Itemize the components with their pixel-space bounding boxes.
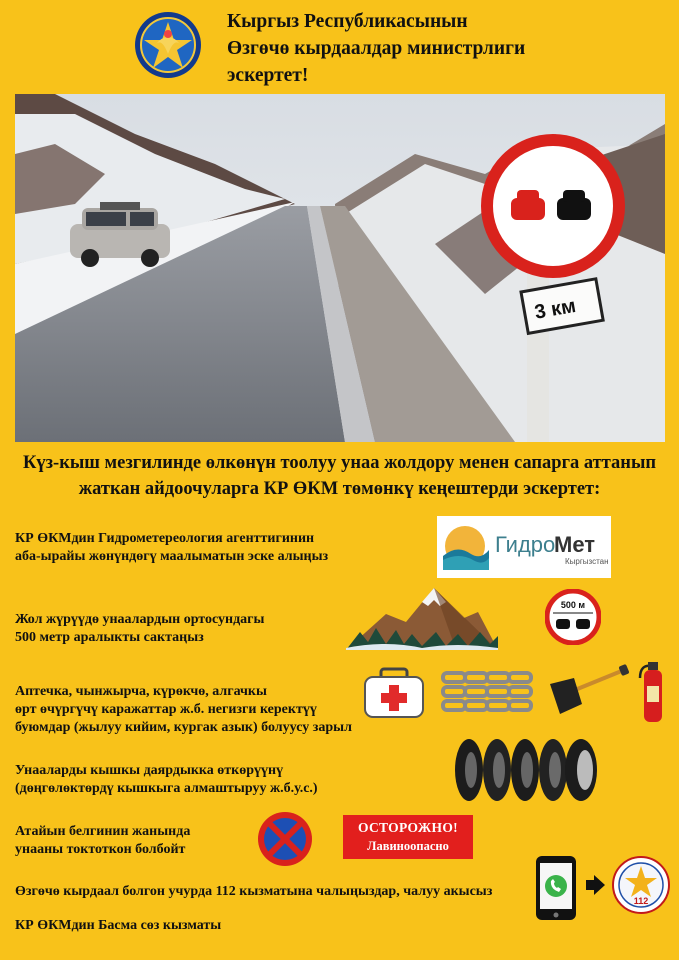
header-line-2: Өзгөчө кырдаалдар министрлиги [227,38,526,59]
header-line-3: эскертет! [227,65,309,86]
arrow-right-icon [584,874,606,896]
fire-extinguisher-icon [636,658,668,724]
header-line-1: Кыргыз Республикасынын [227,11,468,32]
tip-line: Унааларды кышкы даярдыкка өткөрүүнү [15,763,284,778]
tip-line: аба-ырайы жөнүндөгү маалыматын эске алыңыз [15,549,329,564]
tip-line: унааны токтоткон болбойт [15,842,186,857]
hydromet-sub: Кыргызстан [565,557,609,566]
tip-equipment [15,683,352,737]
tip-line: өрт өчүргүчү каражаттар ж.б. негизги керектүү [15,702,317,717]
tip-emergency-call [15,883,492,901]
snow-shovel-icon [548,664,630,716]
tip-line: Жол жүрүүдө унаалардын ортосундагы [15,612,265,627]
tip-line: КР ӨКМдин Гидрометереология агенттигинин [15,531,315,546]
tip-line: 500 метр аралыкты сактаңыз [15,630,204,645]
emergency-112-emblem-icon [612,856,670,914]
sign-500-text: 500 м [560,600,586,610]
mountain-road-photo [15,94,665,442]
tip-distance [15,611,264,647]
tip-line: КР ӨКМдин Басма сөз кызматы [15,918,222,933]
ministry-emblem-icon [134,10,202,80]
tip-line: Өзгөчө кырдаал болгон учурда 112 кызматына чалыңыздар, чалуу акысыз [15,884,493,899]
distance-plate-text: 3 км [532,294,578,324]
emblem-112-number: 112 [633,896,649,906]
warning-line-1: ОСТОРОЖНО! [358,820,458,835]
intro-line-2: жаткан айдоочуларга КР ӨКМ төмөнкү кеңештерди эскертет: [78,479,601,499]
tip-line: буюмдар (жылуу кийим, кургак азык) болуусу зарыл [15,720,352,735]
winter-tires-icon [455,738,605,802]
tip-line: Атайын белгинин жанында [15,824,191,839]
avalanche-warning-badge [343,815,473,859]
phone-icon [535,855,577,921]
snow-chains-icon [441,670,533,712]
intro-text [0,450,679,502]
distance-500m-sign-icon [545,589,601,645]
intro-line-1: Күз-кыш мезгилинде өлкөнүн тоолуу унаа жолдору менен сапарга аттанып [22,453,657,473]
tip-line: Аптечка, чынжырча, күрөкчө, алгачкы [15,684,267,699]
press-service-signature [15,917,221,935]
no-overtaking-sign-icon [487,140,619,272]
tip-no-stopping [15,823,190,859]
hydromet-logo [437,516,611,578]
no-stopping-sign-icon [256,810,314,868]
first-aid-kit-icon [363,665,425,720]
tip-line: (дөңгөлөктөрдү кышкыга алмаштыруу ж.б.у.с.) [15,781,318,796]
warning-line-2: Лавиноопасно [367,839,449,853]
hydromet-brand-a: Гидро [495,532,556,557]
mountain-illustration-icon [346,584,498,650]
hydromet-brand-b: Мет [554,532,596,557]
tip-hydromet [15,530,328,566]
call-icon [545,875,567,897]
header-title [227,8,525,89]
tip-winter-prep [15,762,318,798]
